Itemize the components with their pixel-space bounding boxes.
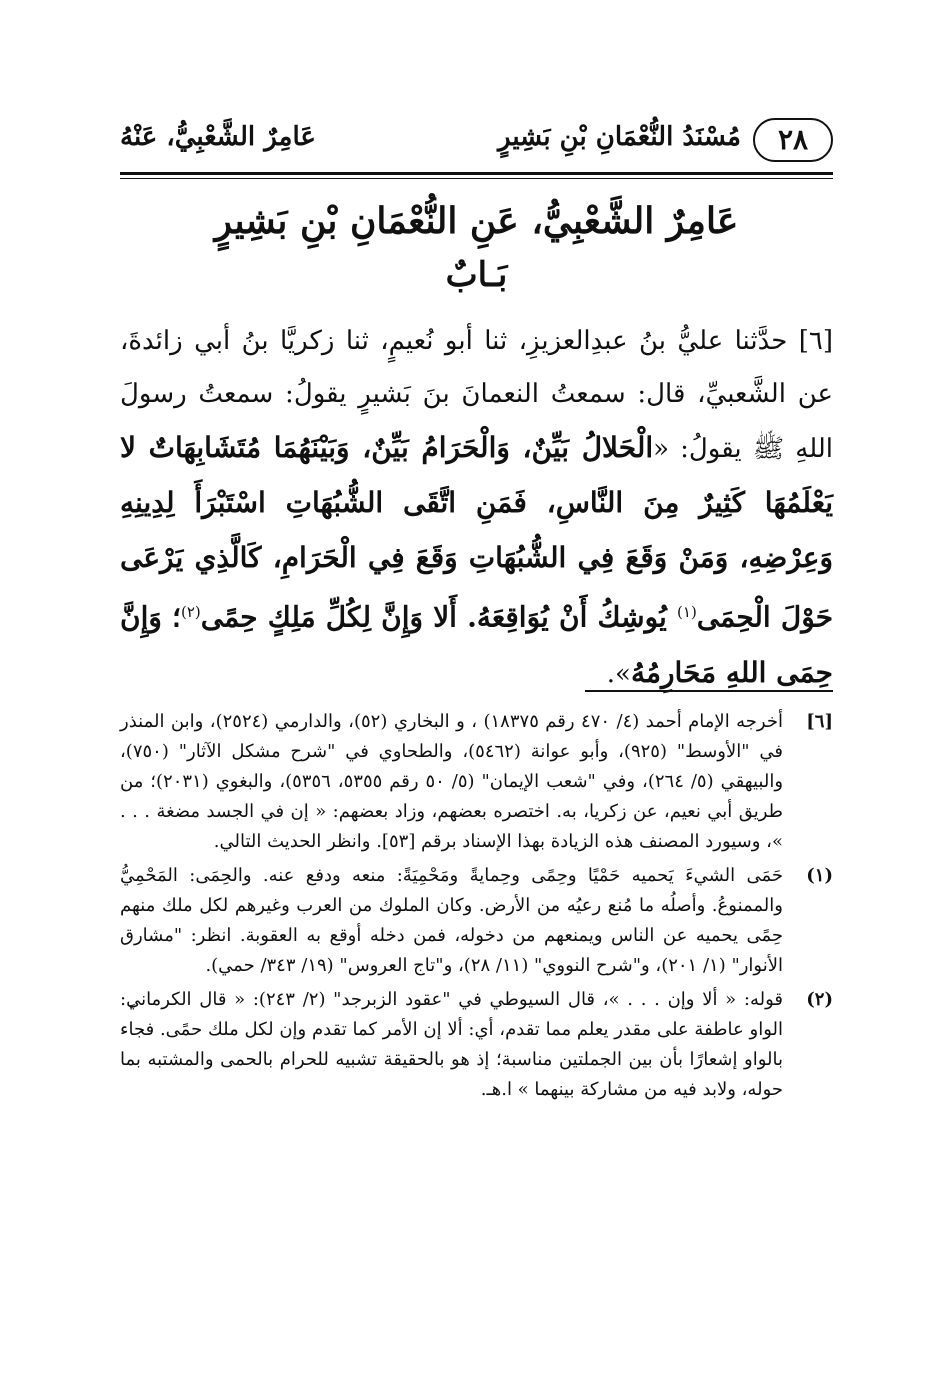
- footnote-mark: (١): [806, 865, 833, 886]
- footnote-mark: [٦]: [806, 711, 833, 732]
- footnote-text: أخرجه الإمام أحمد (٤/ ٤٧٠ رقم ١٨٣٧٥) ، و البخاري (٥٢)، والدارمي (٢٥٢٤)، وابن المنذر في "الأوسط" (٩٢٥)، وأبو عوانة (٥٤٦٢)، والطحاوي في "شرح مشكل الآثار" (٧٥٠)، والبيهقي (٥/ ٢٦٤)، وفي "شعب الإيمان" (٥/ ٥٠ رقم ٥٣٥٥، ٥٣٥٦)، والبغوي (٢٠٣١)؛ من طريق أبي نعيم، عن زكريا، به. اختصره بعضهم، وزاد بعضهم: « إن في الجسد مضغة . . . »، وسيورد المصنف هذه الزيادة بهذا الإسناد برقم [٥٣]. وانظر الحديث التالي.: [120, 711, 784, 852]
- page-number-badge: ٢٨: [753, 118, 833, 162]
- header-rule-thick: [120, 172, 833, 175]
- footnote-text: قوله: « ألا وإن . . . »، قال السيوطي في "عقود الزبرجد" (٢/ ٢٤٣): « قال الكرماني: الواو عاطفة على مقدر يعلم مما تقدم، أي: ألا إن الأمر كما تقدم وإن لكل ملك حمًى. فجاء بالواو إشعارًا بأن بين الجملتين مناسبة؛ إذ هو بالحقيقة تشبيه للحرام بالحمى والمشتبه بما حوله، ولابد فيه من مشاركة بينهما » ا.هـ.: [120, 989, 783, 1100]
- footnote-ref-2[interactable]: (٢): [180, 603, 201, 621]
- page-header: [120, 118, 833, 164]
- hadith-closing: ».: [606, 658, 631, 689]
- running-chapter-title: عَامِرٌ الشَّعْبِيُّ، عَنْهُ: [120, 122, 316, 152]
- footnote-2: [120, 985, 833, 1105]
- footnote-mark: (٢): [806, 989, 833, 1010]
- footnote-1: [120, 861, 833, 981]
- hadith-matn-part1: الْحَلالُ بَيِّنٌ، وَالْحَرَامُ بَيِّنٌ، وَبَيْنَهُمَا مُتَشَابِهَاتٌ لا يَعْلَمُهَا كَثِيرٌ مِنَ النَّاسِ، فَمَنِ اتَّقَى الشُّبُهَاتِ اسْتَبْرَأَ لِدِينِهِ وَعِرْضِهِ، وَمَنْ وَقَعَ فِي الشُّبُهَاتِ وَقَعَ فِي الْحَرَامِ، كَالَّذِي يَرْعَى حَوْلَ الْحِمَى: [120, 431, 834, 634]
- hadith-body: [120, 315, 833, 701]
- footnote-ref-1[interactable]: (١): [677, 603, 697, 621]
- footnote-6: [120, 707, 833, 857]
- chapter-title: عَامِرٌ الشَّعْبِيُّ، عَنِ النُّعْمَانِ بْنِ بَشِيرٍ: [214, 200, 739, 242]
- hadith-isnad: [٦] حدَّثنا عليُّ بنُ عبدِالعزيزِ، ثنا أبو نُعيمٍ، ثنا زكريَّا بنُ أبي زائدةَ، عن الشَّعبيِّ، قال: سمعتُ النعمانَ بنَ بَشيرٍ يقولُ: سمعتُ رسولَ اللهِ ﷺ يقولُ: «: [120, 326, 833, 464]
- footnote-separator: [585, 690, 833, 692]
- footnote-text: حَمَى الشيءَ يَحميه حَمْيًا وحِمًى وحِمايةً ومَحْمِيَةً: منعه ودفع عنه. والحِمَى: المَحْمِيُّ والممنوعُ. وأصلُه ما مُنع رعيُه من الأرض. وكان الملوك من العرب وغيرهم لكل ملك منهم حِمًى يحميه عن الناس ويمنعهم من دخوله، فمن دخله أوقع به العقوبة. انظر: "مشارق الأنوار" (١/ ٢٠١)، و"شرح النووي" (١١/ ٢٨)، و"تاج العروس" (١٩/ ٣٤٣/ حمي).: [120, 865, 783, 976]
- footnotes: [120, 707, 833, 1109]
- header-rule-thin: [120, 178, 833, 179]
- running-title: مُسْنَدُ النُّعْمَانِ بْنِ بَشِيرٍ: [497, 122, 741, 152]
- section-title: بَـابٌ: [445, 255, 508, 295]
- hadith-matn-part3: ؛ وَإِنَّ حِمَى اللهِ مَحَارِمُهُ: [120, 600, 833, 689]
- hadith-matn-part2: يُوشِكُ أَنْ يُوَاقِعَهُ. أَلا وَإِنَّ لِكُلِّ مَلِكٍ حِمًى: [200, 600, 678, 634]
